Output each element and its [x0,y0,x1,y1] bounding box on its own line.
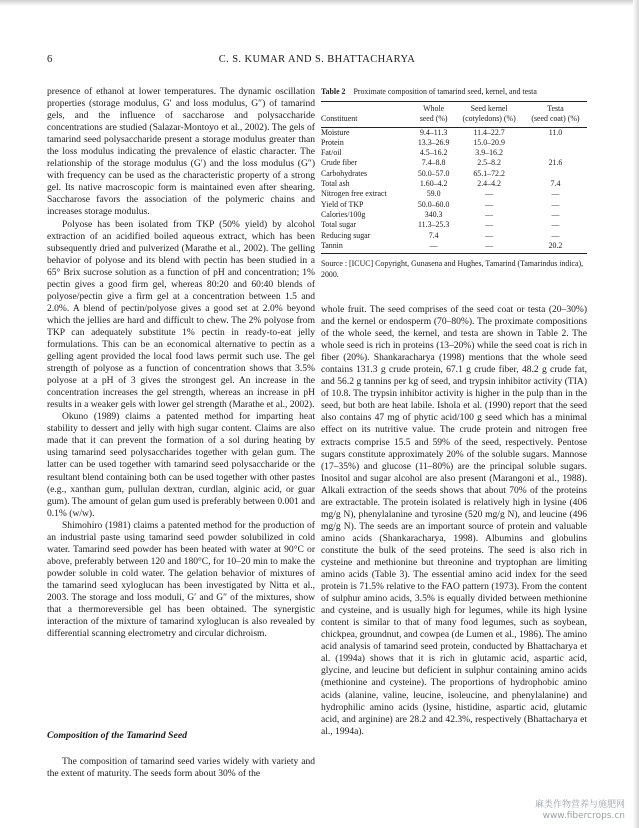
table-cell: 4.5–16.2 [419,148,448,158]
table-body [321,128,587,252]
table-cell: Total sugar [321,220,357,230]
table-cell: 7.4 [550,179,561,189]
table-grid [321,102,587,251]
table-cell: Carbohydrates [321,168,368,178]
table-cell: — [485,220,494,230]
table-cell: Reducing sugar [321,230,371,240]
left-column [47,86,315,640]
paragraph: Polyose has been isolated from TKP (50% yield) by alcohol extraction of an acidified boiled aqueous extract, which has been subsequently dried and pulverized (Marathe et al., 2002). The gelling behavior of polyose and its blend with pectin has been studied in a 65° Brix sucrose solution as a function of pH and concentration; 1% pectin gives a good firm gel, whereas 80:20 and 60:40 blends of polyose/pectin give a firm gel at a concentration between 1.5 and 2.0%. A blend of pectin/polyose gives a good set at 2.0% beyond which the jellies are hard and difficult to chew. The 2% polyose from TKP can adequately substitute 1% pectin in ready-to-eat jelly formulations. This can be an economical alternative to pectin as a gelling agent provided the local food laws permit such use. The gel strength of polyose as a function of concentration shows that 3.5% polyose at a pH of 3 gives the strongest gel. An increase in the concentration increases the gel strength, whereas an increase in pH results in a weaker gels with lower gel strength (Marathe et al., 2002). [47,218,315,411]
paragraph: whole fruit. The seed comprises of the seed coat or testa (20–30%) and the kernel or endosperm (70–80%). The proximate compositions of the whole seed, the kernel, and testa are shown in Table 2. The whole seed is rich in proteins (13–20%) while the seed coat is rich in fiber (20%). Shankaracharya (1998) mentions that the whole seed contains 131.3 g crude protein, 67.1 g crude fiber, 48.2 g crude fat, and 56.2 g tannins per kg of seed, and trypsin inhibitor activity (TIA) of 10.8. The trypsin inhibitor activity is higher in the pulp than in the seed, but both are heat labile. Ishola et al. (1990) report that the seed also contains 47 mg of phytic acid/100 g seed which has a minimal effect on its nutritive value. The crude protein and nitrogen free extracts comprise 15.5 and 59% of the seed, respectively. Pentose sugars constitute approximately 20% of the soluble sugars. Mannose (17–35%) and glucose (11–80%) are the principal soluble sugars. Inositol and sugar alcohol are also present (Marangoni et al., 1988). Alkali extraction of the seeds shows that about 70% of the proteins are extractable. The protein isolated is relatively high in lysine (406 mg/g N), phenylalanine and tyrosine (520 mg/g N), and leucine (496 mg/g N). The seeds are an important source of protein and valuable amino acids (Shankaracharya, 1998). Albumins and globulins constitute the bulk of the seed proteins. The seed is also rich in cysteine and methionine but threonine and tryptophan are limiting amino acids (Table 3). The essential amino acid index for the seed protein is 71.5% relative to the FAO pattern (1973). From the content of sulphur amino acids, 3.5% is equally divided between methionine and cysteine, and is usually high for legumes, while its high lysine content is similar to that of many food legumes, such as soybean, chickpea, groundnut, and cowpea (de Lumen et al., 1986). The amino acid analysis of tamarind seed protein, conducted by Bhattacharya et al. (1994a) shows that it is rich in glutamic acid, aspartic acid, glycine, and leucine but deficient in sulphur containing amino acids (methionine and cysteine). The proportions of hydrophobic amino acids (alanine, valine, leucine, isoleucine, and phenylalanine) and hydrophilic amino acids (lysine, histidine, aspartic acid, glutamic acid, and arginine) are 28.2 and 42.3%, respectively (Bhattacharya et al., 1994a). [321,304,587,737]
bottom-left-text [47,756,315,780]
table-row [321,200,587,210]
table-cell: — [485,199,494,209]
table-row [321,220,587,230]
table-cell: — [551,220,560,230]
table-cell: — [485,230,494,240]
table-cell: 11.0 [548,127,563,137]
table-cell [524,148,587,158]
section-heading: Composition of the Tamarind Seed [47,730,188,741]
table-row [321,189,587,199]
paragraph: The composition of tamarind seed varies widely with variety and the extent of maturity. The seeds form about 30% of the [47,756,315,780]
table-cell: — [551,189,560,199]
paragraph: presence of ethanol at lower temperatures. The dynamic oscillation properties (storage modulus, G′ and loss modulus, G″) of tamarind gels, and the influence of saccharose and polysaccharide concentrations are studied (Salazar-Montoyo et al., 2002). The gels of tamarind seed polysaccharide present a storage modulus greater than the loss modulus indicating the prevalence of elastic character. The relationship of the storage modulus (G′) and the loss modulus (G″) with frequency can be used as the characteristic property of a strong gel. Its native macroscopic form is maintained even after shearing. Saccharose favors the association of the polymeric chains and increases storage modulus. [47,86,315,218]
table-cell: 340.3 [424,209,443,219]
table-row [321,148,587,158]
table-cell [524,169,587,179]
column-header: Constituent [321,114,358,124]
table-cell [524,138,587,148]
table-cell: 11.4–22.7 [473,127,505,137]
table-cell: — [485,240,494,250]
table-cell: Calories/100g [321,209,366,219]
table-cell: 59.0 [426,189,441,199]
table-cell: 50.0–60.0 [417,199,450,209]
column-header: Whole seed (%) [419,104,448,124]
table-cell: — [485,189,494,199]
watermark [535,800,625,822]
table-cell: — [551,230,560,240]
table-row [321,158,587,168]
column-header: Seed kernel (cotyledons) (%) [462,104,516,124]
table-cell: 65.1–72.2 [473,168,505,178]
right-column [321,304,587,738]
paragraph: Shimohiro (1981) claims a patented method for the production of an industrial paste using tamarind seed powder solubilized in cold water. Tamarind seed powder has been heated with water at 90°C or above, preferably between 120 and 180°C, for 10–20 min to make the powder soluble in cold water. The gelation behavior of mixtures of the tamarind seed xyloglucan has been investigated by Nitta et al., 2003. The storage and loss moduli, G′ and G″ of the mixtures, show that a thermoreversible gel has been obtained. The synergistic interaction of the mixture of tamarind xyloglucan is also revealed by differential scanning electrometry and circular dichroism. [47,519,315,640]
table-caption [321,86,587,97]
table-cell: Total ash [321,179,350,189]
table-cell: 2.4–4.2 [477,179,501,189]
table-cell: Tannin [321,240,343,250]
page-top-shadow [0,0,639,6]
table-row [321,231,587,241]
table-cell: 2.5–8.2 [477,158,501,168]
table-cell: 1.60–4.2 [419,179,448,189]
table-cell: 7.4–8.8 [421,158,446,168]
table-bottom-rule [321,253,587,254]
table-cell: — [551,199,560,209]
table-cell: 21.6 [548,158,563,168]
page-header [47,54,587,70]
table-cell: Crude fiber [321,158,358,168]
table-header-row [321,102,587,127]
table-cell: 11.3–25.3 [418,220,450,230]
table-cell: Yield of TKP [321,199,364,209]
table-row [321,128,587,138]
table-cell: 3.9–16.2 [475,148,503,158]
table-cell: 50.0–57.0 [417,168,450,178]
watermark-line: 麻类作物营养与施肥网 [534,800,625,810]
table-cell: 7.4 [428,230,439,240]
table-cell: Moisture [321,127,350,137]
watermark-line: www.fibercrops.cn [542,811,625,821]
table-cell: Nitrogen free extract [321,189,387,199]
table-row [321,138,587,148]
table-cell: 13.3–26.9 [417,137,450,147]
paragraph: Okuno (1989) claims a patented method for imparting heat stability to dessert and jelly with high sugar content. Claims are also made that it can prevent the formation of a sol during heating by using tamarind seed polysaccharides together with gelan gum. The latter can be used together with tamarind seed polysaccharide or the resultant blend containing both can be used together with other pastes (e.g., xanthan gum, pullulan dextran, curdlan, alginic acid, or guar gum). The amount of gelan gum used is preferably between 0.001 and 0.1% (w/w). [47,411,315,519]
page-right-shadow [633,0,639,828]
table-cell: Fat/oil [321,148,342,158]
table-cell: 9.4–11.3 [419,127,448,137]
page-number: 6 [47,54,53,65]
table-cell: 15.0–20.9 [473,137,505,147]
table-source: Source : [ICUC] Copyright, Gunasena and Hughes, Tamarind (Tamarindus indica), 2000. [321,259,584,279]
table-cell: — [429,240,438,250]
table-cell: — [551,209,560,219]
table-cell: — [485,209,494,219]
table-row [321,179,587,189]
table-cell: 20.2 [548,240,563,250]
table-row [321,169,587,179]
running-head: C. S. KUMAR AND S. BHATTACHARYA [218,54,416,65]
table-title: Proximate composition of tamarind seed, kernel, and testa [353,87,537,96]
column-header: Testa (seed coat) (%) [531,104,580,124]
table-row [321,210,587,220]
composition-table [321,86,587,280]
table-row [321,241,587,251]
table-cell: Protein [321,137,344,147]
table-label: Table 2 [321,87,346,96]
